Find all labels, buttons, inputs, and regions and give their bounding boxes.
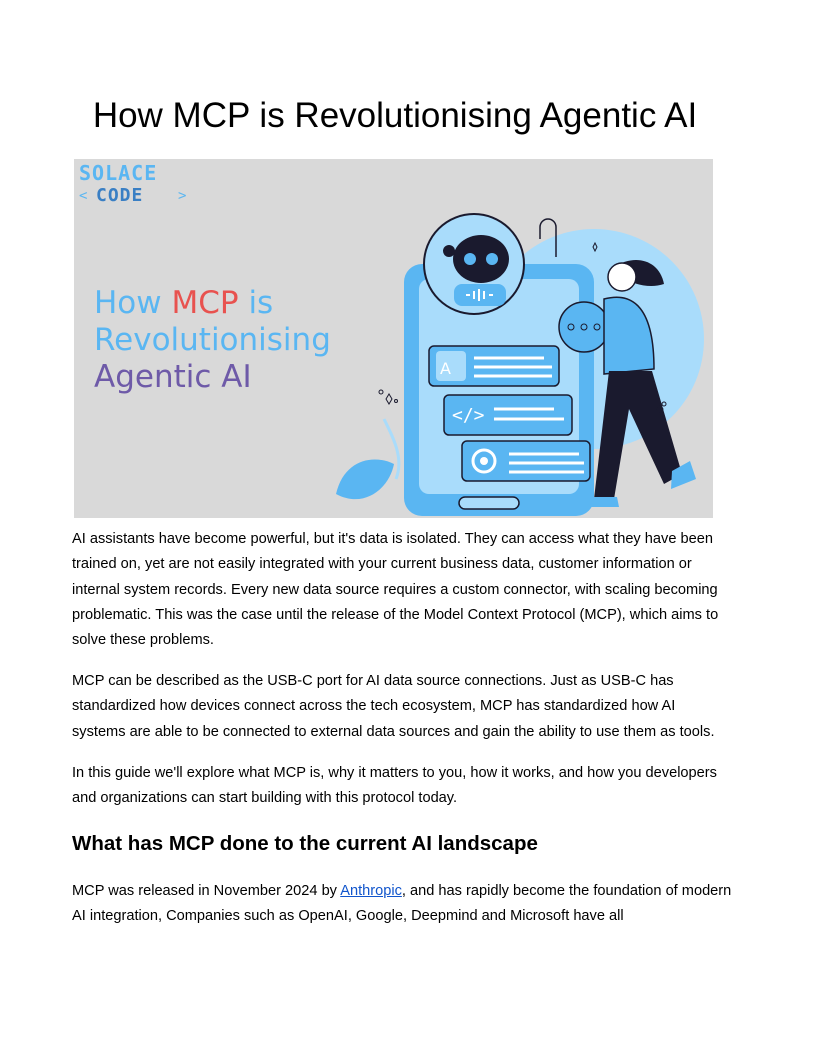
logo-bracket-left: < [79,188,88,204]
logo-bottom-text: CODE [96,185,144,206]
hero-image [74,159,713,518]
release-text-after: , and has rapidly become the foundation of modern AI integration, Companies such as OpenAI, Google, Deepmind and Microsoft have all [72,883,732,925]
paragraph-usb-c: MCP can be described as the USB-C port for AI data source connections. Just as USB-C has standardized how devices connect across the tech ecosystem, MCP has standardized how AI systems are able to be connected to external data sources and gain the ability to use them as tools. [72,673,715,740]
svg-text:</>: </> [452,405,485,426]
solace-code-logo [79,161,186,206]
phone-home-button [459,497,519,509]
code-card [444,395,572,435]
section-heading: What has MCP done to the current AI landscape [72,832,538,855]
illustration [336,214,704,516]
anthropic-link[interactable]: Anthropic [340,883,402,899]
logo-top-text: SOLACE [79,161,158,185]
leaf-icon [336,459,394,499]
headline-line2: Revolutionising [94,322,331,358]
headline-part1: How [94,285,172,321]
paragraph-release [72,879,732,930]
settings-card [462,441,590,481]
robot-head [453,235,509,283]
chat-bubble-icon [559,302,609,352]
headline-mcp: MCP [171,285,239,321]
paragraph-intro: AI assistants have become powerful, but it's data is isolated. They can access what they have been trained on, yet are not easily integrated with your current business data, customer information or internal system records. Every new data source requires a custom connector, with scaling becoming problematic. This was the case until the release of the Model Context Protocol (MCP), which aims to solve these problems. [72,531,719,649]
translate-card [429,346,559,386]
paragraph-guide: In this guide we'll explore what MCP is, why it matters to you, how it works, and how you developers and organizations can start building with this protocol today. [72,765,717,807]
hero-headline [94,285,331,395]
headline-part2: is [238,285,274,321]
svg-text:How MCP is [94,285,273,321]
svg-text:A: A [440,359,451,378]
headline-line3: Agentic AI [94,359,252,395]
release-text-before: MCP was released in November 2024 by [72,883,341,899]
page-title: How MCP is Revolutionising Agentic AI [92,96,698,135]
logo-bracket-right: > [178,188,187,204]
